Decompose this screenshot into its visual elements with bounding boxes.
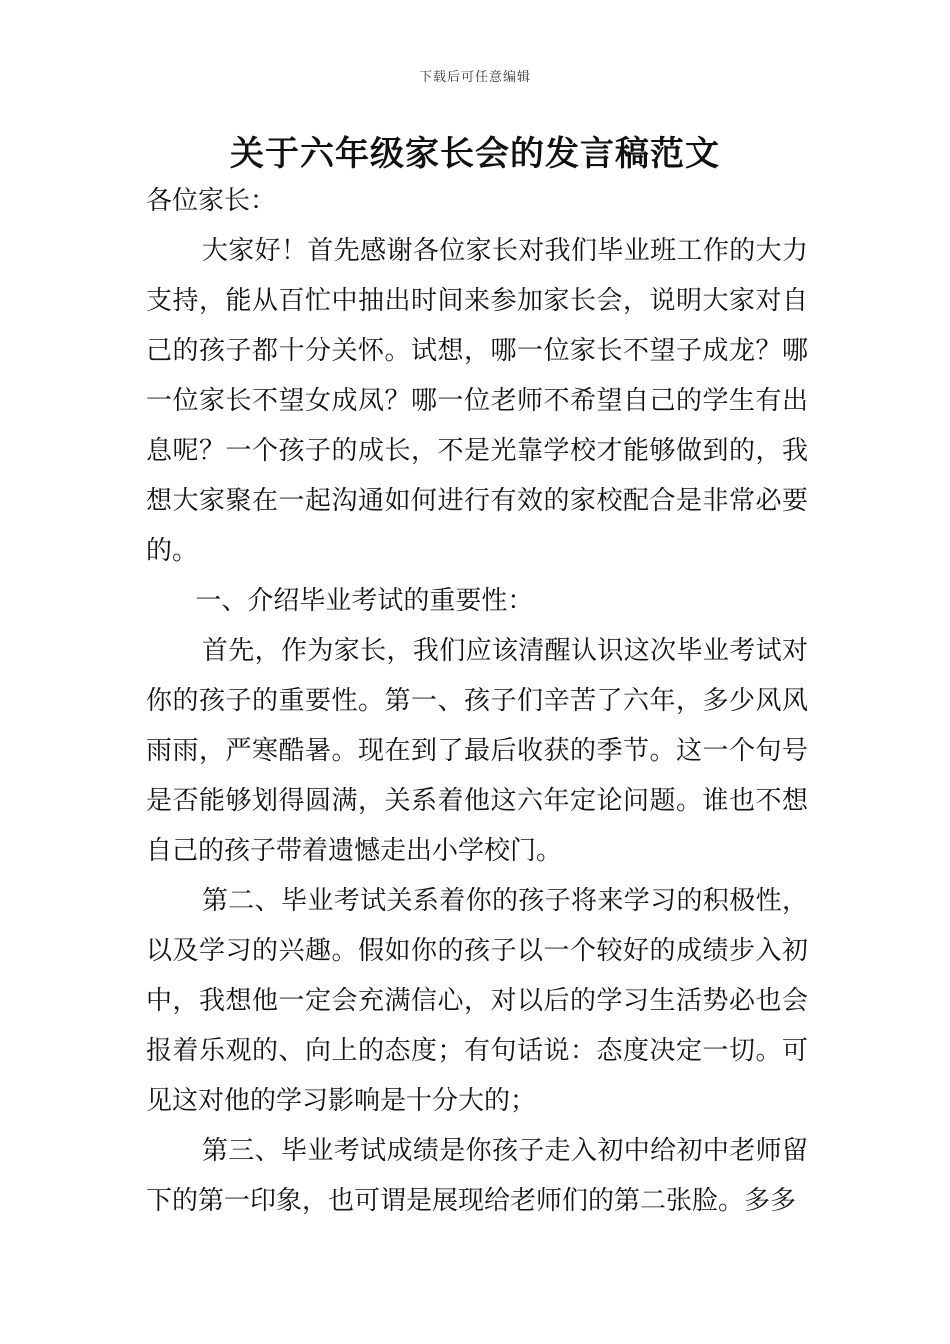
paragraph-second-point: 第二、毕业考试关系着你的孩子将来学习的积极性，以及学习的兴趣。假如你的孩子以一个较好的成绩步入初中，我想他一定会充满信心，对以后的学习生活势必也会报着乐观的、向上的态度；有句话说：态度决定一切。可见这对他的学习影响是十分大的； [146,886,808,1116]
document-body [146,176,808,1226]
section-heading-exam-importance: 一、介绍毕业考试的重要性： [195,586,534,616]
document-title: 关于六年级家长会的发言稿范文 [230,134,720,174]
paragraph-third-point: 第三、毕业考试成绩是你孩子走入初中给初中老师留下的第一印象，也可谓是展现给老师们的第二张脸。多多 [146,1136,808,1216]
header-watermark: 下载后可任意编辑 [418,70,531,85]
paragraph-greeting: 大家好！首先感谢各位家长对我们毕业班工作的大力支持，能从百忙中抽出时间来参加家长会，说明大家对自己的孩子都十分关怀。试想，哪一位家长不望子成龙？哪一位家长不望女成凤？哪一位老师不希望自己的学生有出息呢？一个孩子的成长，不是光靠学校才能够做到的，我想大家聚在一起沟通如何进行有效的家校配合是非常必要的。 [146,236,808,566]
paragraph-first-point: 首先，作为家长，我们应该清醒认识这次毕业考试对你的孩子的重要性。第一、孩子们辛苦了六年，多少风风雨雨，严寒酷暑。现在到了最后收获的季节。这一个句号是否能够划得圆满，关系着他这六年定论问题。谁也不想自己的孩子带着遗憾走出小学校门。 [146,636,808,866]
salutation: 各位家长： [146,186,277,216]
